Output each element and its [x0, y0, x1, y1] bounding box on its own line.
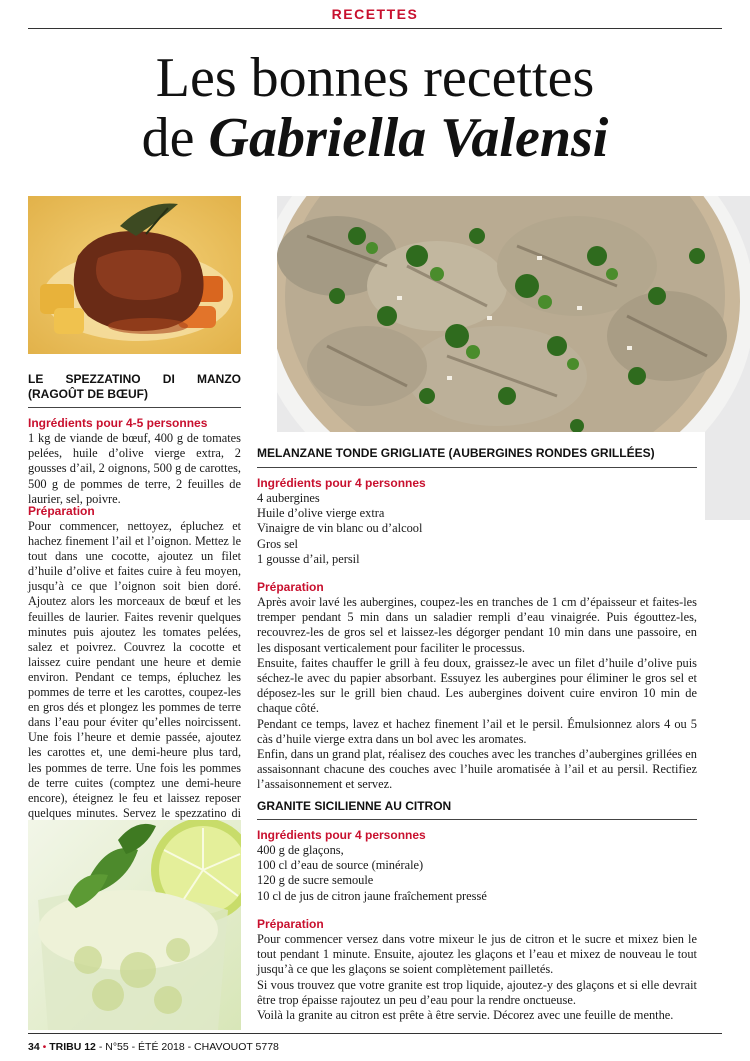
ingredient-item: 1 gousse d’ail, persil	[257, 551, 360, 566]
recipe1-preparation-heading: Préparation	[28, 504, 95, 518]
recipe2-ingredients-heading: Ingrédients pour 4 personnes	[257, 476, 426, 490]
recipe1-preparation	[28, 504, 241, 851]
preparation-paragraph: Après avoir lavé les aubergines, coupez-les en tranches de 1 cm d’épaisseur et faites-les tremper pendant 5 min dans un saladier rempli d’eau vinaigrée. Puis égouttez-les, recouvrez-les de gros sel et laissez-les dégorger pendant 10 min dans une passoire, en les disposant verticalement pour faciliter le processus.	[257, 595, 697, 655]
recipe1-title	[28, 372, 241, 402]
recipe3-title-text: GRANITE SICILIENNE AU CITRON	[257, 799, 452, 813]
ingredient-item: 4 aubergines	[257, 491, 320, 505]
recipe2-title-text: MELANZANE TONDE GRIGLIATE (AUBERGINES RONDES GRILLÉES)	[257, 446, 655, 460]
preparation-paragraph: Si vous trouvez que votre granite est trop liquide, ajoutez-y des glaçons et si elle devrait être trop épaisse rajoutez un peu d’eau pour la rendre onctueuse.	[257, 977, 697, 1007]
ingredient-item: Gros sel	[257, 536, 298, 551]
title-prefix: de	[141, 107, 209, 169]
recipe3-ingredients-heading: Ingrédients pour 4 personnes	[257, 828, 426, 842]
recipe2-ingredients-list	[257, 491, 697, 567]
title-line-2	[0, 108, 750, 168]
recipe3-preparation	[257, 917, 697, 1023]
ingredient-item: Huile d’olive vierge extra	[257, 506, 385, 521]
title-line-1: Les bonnes recettes	[155, 47, 595, 109]
lemon-granita-photo	[28, 820, 241, 1030]
ingredient-item: 400 g de glaçons,	[257, 843, 344, 857]
recipe3-ingredients-list	[257, 843, 697, 904]
magazine-name: TRIBU 12	[49, 1041, 96, 1053]
preparation-paragraph: Ensuite, faites chauffer le grill à feu doux, graissez-le avec un filet d’huile d’olive puis séchez-le avec du papier absorbant. Essuyez les aubergines pour éliminer le gros sel et déposez-les sur le grill bien chaud. Les aubergines doivent cuire environ 10 min de chaque côté.	[257, 655, 697, 716]
recipe3-title	[257, 799, 697, 814]
recipe3-preparation-text	[257, 932, 697, 1023]
recipe2-preparation-heading: Préparation	[257, 580, 324, 594]
recipe3-rule	[257, 819, 697, 820]
page-title	[0, 48, 750, 168]
recipe1-rule	[28, 407, 241, 408]
ingredient-item: 100 cl d’eau de source (minérale)	[257, 858, 424, 873]
recipe1-title-line-2: (RAGOÛT DE BŒUF)	[28, 387, 148, 401]
page-footer: 34 • TRIBU 12 - N°55 - ÉTÉ 2018 - CHAVOUOT 5778	[28, 1041, 279, 1053]
recipe2-preparation	[257, 580, 697, 793]
preparation-paragraph: Voilà la granite au citron est prête à être servie. Décorez avec une feuille de menthe.	[257, 1008, 674, 1023]
section-label: RECETTES	[331, 6, 419, 22]
recipe3-ingredients	[257, 828, 697, 904]
issue-info: - N°55 - ÉTÉ 2018 - CHAVOUOT 5778	[98, 1041, 279, 1053]
chef-name: Gabriella Valensi	[208, 107, 609, 169]
footer-rule	[28, 1033, 722, 1034]
beef-stew-photo	[28, 196, 241, 354]
recipe2-rule	[257, 467, 697, 468]
ingredient-item: Vinaigre de vin blanc ou d’alcool	[257, 521, 423, 536]
recipe2-preparation-text	[257, 595, 697, 793]
preparation-paragraph: Enfin, dans un grand plat, réalisez des couches avec les tranches d’aubergines grillées en assaisonnant chacune des couches avec l’huile aromatisée à l’ail et au persil. Rectifiez l’assaisonnement et servez.	[257, 747, 697, 792]
preparation-paragraph: Pour commencer versez dans votre mixeur le jus de citron et le sucre et mixez bien le tout pendant 1 minute. Ensuite, ajoutez les glaçons et l’eau et mixez de nouveau le tout jusqu’à ce que les glaçons se soient complètement pailletés.	[257, 932, 697, 977]
recipe1-ingredients-text: 1 kg de viande de bœuf, 400 g de tomates pelées, huile d’olive vierge extra, 2 gousses d’ail, 2 oignons, 500 g de carottes, 500 g de pommes de terre, 2 feuilles de laurier, sel, poivre.	[28, 431, 241, 506]
recipe1-preparation-text: Pour commencer, nettoyez, épluchez et hachez finement l’ail et l’oignon. Mettez le tout dans une cocotte, ajoutez un filet d’huile d’olive et faites cuire à feu moyen, jusqu’à ce que l’oignon soit bien doré. Ajoutez alors les morceaux de bœuf et les feuilles de laurier. Faites revenir quelques minutes puis ajoutez les tomates pelées, salez et poivrez. Couvrez la cocotte et laissez cuire pendant une heure et demie environ. Pendant ce temps, épluchez les pommes de terre et les carottes, coupez-les en gros dés et plongez les pommes de terre dans l’eau pour éviter qu’elles noircissent. Une fois l’heure et demie passée, ajoutez les carottes et, une demi-heure plus tard, les pommes de terre. Une fois les pommes de terre cuites (comptez une demi-heure encore), éteignez le feu et laissez reposer quelques minutes. Servez le spezzatino di	[28, 519, 241, 820]
top-rule	[28, 28, 722, 29]
ingredient-item: 10 cl de jus de citron jaune fraîchement pressé	[257, 888, 487, 903]
ingredient-item: 120 g de sucre semoule	[257, 873, 374, 888]
recipe1-ingredients-heading: Ingrédients pour 4-5 personnes	[28, 416, 208, 430]
preparation-paragraph: Pendant ce temps, lavez et hachez finement l’ail et le persil. Émulsionnez alors 4 ou 5 càs d’huile vierge extra dans un bol avec les aromates.	[257, 716, 697, 746]
recipe1-title-line-1: LE SPEZZATINO DI MANZO	[28, 372, 241, 386]
page-number: 34	[28, 1041, 40, 1053]
recipe2-ingredients	[257, 476, 697, 567]
recipe1-ingredients	[28, 416, 241, 507]
recipe2-title	[257, 446, 697, 461]
recipe3-preparation-heading: Préparation	[257, 917, 324, 931]
